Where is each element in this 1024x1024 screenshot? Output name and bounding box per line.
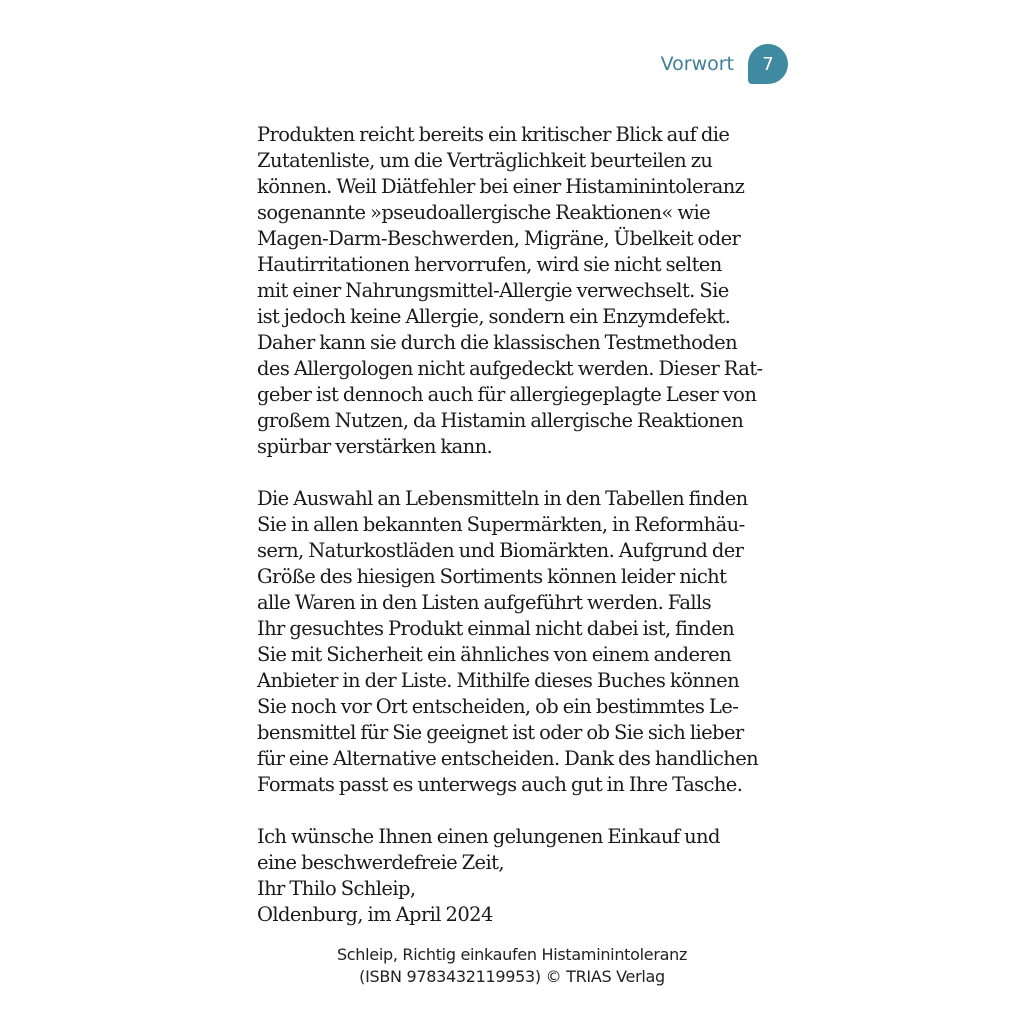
text-line: Hautirritationen hervorrufen, wird sie nicht selten — [257, 253, 722, 276]
text-line: Zutatenliste, um die Verträglichkeit beurteilen zu — [257, 149, 713, 172]
text-line: Daher kann sie durch die klassischen Testmethoden — [257, 331, 738, 354]
text-line: Magen-Darm-Beschwerden, Migräne, Übelkeit oder — [257, 227, 741, 250]
text-line: Ich wünsche Ihnen einen gelungenen Einkauf und — [257, 825, 720, 848]
text-line: sogenannte »pseudoallergische Reaktionen« wie — [257, 201, 711, 224]
text-line: mit einer Nahrungsmittel-Allergie verwechselt. Sie — [257, 279, 729, 302]
footer-citation — [0, 944, 1024, 988]
footer-line-1: Schleip, Richtig einkaufen Histaminintoleranz — [336, 945, 688, 964]
text-line: eine beschwerdefreie Zeit, — [257, 851, 504, 874]
text-line: Sie mit Sicherheit ein ähnliches von einem anderen — [257, 643, 732, 666]
text-line: Produkten reicht bereits ein kritischer Blick auf die — [257, 123, 730, 146]
text-line: bensmittel für Sie geeignet ist oder ob Sie sich lieber — [257, 721, 744, 744]
text-line: ist jedoch keine Allergie, sondern ein Enzymdefekt. — [257, 305, 731, 328]
page-number-badge — [748, 44, 788, 84]
page-number: 7 — [762, 53, 774, 75]
text-line: können. Weil Diätfehler bei einer Histaminintoleranz — [257, 175, 745, 198]
section-title: Vorwort — [660, 53, 734, 75]
text-line: Größe des hiesigen Sortiments können leider nicht — [257, 565, 727, 588]
signature-line: Ihr Thilo Schleip, — [257, 877, 416, 900]
text-line: für eine Alternative entscheiden. Dank des handlichen — [257, 747, 759, 770]
text-line: sern, Naturkostläden und Biomärkten. Aufgrund der — [257, 539, 744, 562]
place-date-line: Oldenburg, im April 2024 — [257, 903, 493, 926]
text-line: Sie noch vor Ort entscheiden, ob ein bestimmtes Le- — [257, 695, 739, 718]
paragraph-1 — [257, 122, 777, 460]
paragraph-spacer — [257, 798, 777, 824]
text-line: alle Waren in den Listen aufgeführt werden. Falls — [257, 591, 712, 614]
text-line: Sie in allen bekannten Supermärkten, in Reformhäu- — [257, 513, 745, 536]
text-line: des Allergologen nicht aufgedeckt werden. Dieser Rat- — [257, 357, 763, 380]
paragraph-3 — [257, 824, 777, 928]
text-line: Formats passt es unterwegs auch gut in Ihre Tasche. — [257, 773, 743, 796]
text-line: Anbieter in der Liste. Mithilfe dieses Buches können — [257, 669, 740, 692]
text-line: Die Auswahl an Lebensmitteln in den Tabellen finden — [257, 487, 748, 510]
body-text — [257, 122, 777, 928]
text-line: großem Nutzen, da Histamin allergische Reaktionen — [257, 409, 744, 432]
text-line: geber ist dennoch auch für allergiegeplagte Leser von — [257, 383, 757, 406]
text-line: spürbar verstärken kann. — [257, 435, 493, 458]
paragraph-spacer — [257, 460, 777, 486]
paragraph-2 — [257, 486, 777, 798]
page-header — [661, 44, 788, 84]
text-line: Ihr gesuchtes Produkt einmal nicht dabei ist, finden — [257, 617, 735, 640]
footer-line-2: (ISBN 9783432119953) © TRIAS Verlag — [359, 967, 665, 986]
